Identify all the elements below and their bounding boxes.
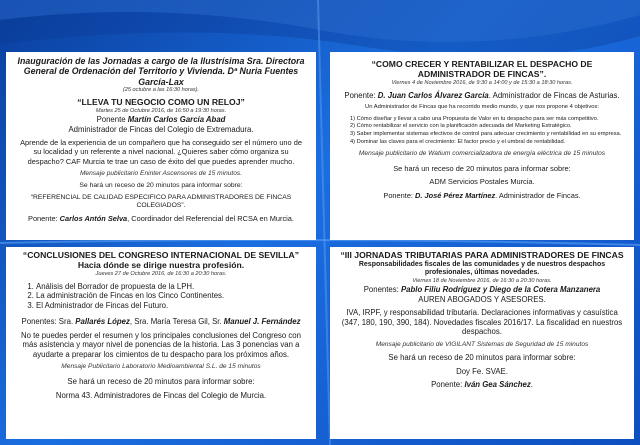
inauguration-heading: Inauguración de las Jornadas a cargo de la Ilustrísima Sra. Directora General de Ordenación del Territorio y Vivienda. Dª Nuria Fuentes García-Lax xyxy=(17,56,305,87)
session-panel-tributarias xyxy=(330,247,634,439)
objectives-intro: Un Administrador de Fincas que ha recorrido medio mundo, y que nos propone 4 objetivos: xyxy=(365,104,599,111)
break-topic: “REFERENCIAL DE CALIDAD ESPECIFICO PARA ADMINISTRADORES DE FINCAS COLEGIADOS”. xyxy=(30,194,292,210)
speaker-line xyxy=(340,91,624,101)
topic-speaker-line xyxy=(340,380,624,390)
list-item: 4) Dominar las claves para el crecimiento: El factor precio y el umbral de rentabilidad. xyxy=(350,138,566,145)
ponente-role: . Administrador de Fincas. xyxy=(495,190,581,200)
ponente-label: Ponente: xyxy=(28,214,60,224)
break-notice: Se hará un receso de 20 minutos para informar sobre: xyxy=(79,181,243,189)
list-item: 3) Saber implementar sistemas efectivos de control para adecuar crecimiento y rentabilidad en su empresa. xyxy=(350,130,622,137)
speaker-role: Administrador de Fincas del Colegio de Extremadura. xyxy=(68,124,254,134)
break-topic: Doy Fe. SVAE. xyxy=(456,366,508,376)
speaker-role: . Administrador de Fincas de Asturias. xyxy=(488,90,620,100)
ponente-label: Ponente: xyxy=(431,380,465,390)
ponente-name: D. José Pérez Martínez xyxy=(415,190,496,200)
ponente-name: Pallarés López xyxy=(75,316,130,326)
session-description: No te puedes perder el resumen y los principales conclusiones del Congreso con más asistencia y mayor nivel de ponencias de la historia. Las 3 ponencias van a ayudarte a preparar los cimientos de tu despacho para los próximos años. xyxy=(21,330,301,359)
speaker-prefix: Ponente xyxy=(96,115,128,125)
speakers-firm: AUREN ABOGADOS Y ASESORES. xyxy=(418,294,546,304)
ponente-name: Iván Gea Sánchez xyxy=(464,380,531,390)
session-panel-sevilla xyxy=(6,247,316,439)
ponentes-label: Ponentes: Sra. xyxy=(21,316,76,326)
ponentes-label: Ponentes: xyxy=(363,284,401,294)
break-notice: Se hará un receso de 20 minutos para informar sobre: xyxy=(388,352,576,362)
session-date: Martes 25 de Octubre 2016, de 16:50 a 19:30 horas. xyxy=(95,108,227,115)
session-date: Jueves 27 de Octubre 2016, de 16:30 a 20:30 horas. xyxy=(95,270,227,277)
topics-list xyxy=(16,282,306,311)
speaker-line xyxy=(16,115,306,125)
speakers-line xyxy=(16,317,306,327)
ponente-label: Ponente: xyxy=(383,190,416,200)
session-title: “CONCLUSIONES DEL CONGRESO INTERNACIONAL DE SEVILLA” Hacia dónde se dirige nuestra profesión. xyxy=(22,250,300,270)
session-title: “III JORNADAS TRIBUTARIAS PARA ADMINISTRADORES DE FINCAS xyxy=(340,250,624,260)
break-notice: Se hará un receso de 20 minutos para informar sobre: xyxy=(67,377,255,387)
speaker-name: D. Juan Carlos Álvarez García xyxy=(377,90,489,100)
session-panel-crecer xyxy=(330,52,634,240)
ponente-names: Pablo Filiu Rodríguez y Diego de la Cotera Manzanera xyxy=(400,284,601,294)
ponentes-mid: , Sra. María Teresa Gil, Sr. xyxy=(129,316,224,326)
session-date: Viernes 18 de Noviembre 2016, de 16:30 a 20:30 horas. xyxy=(412,277,552,284)
inauguration-time: (25 octubre a las 16:30 horas). xyxy=(122,87,200,94)
sponsor-message: Mensaje publicitario de Watium comercializadora de energía eléctrica de 15 minutos xyxy=(358,150,606,158)
break-notice: Se hará un receso de 20 minutos para informar sobre: xyxy=(393,164,571,174)
topic-speaker-line xyxy=(16,214,306,223)
speaker-prefix: Ponente: xyxy=(344,90,378,100)
objectives-list xyxy=(340,116,624,146)
sponsor-message: Mensaje Publicitario Laboratorio Medioambiental S.L. de 15 minutos xyxy=(61,363,261,371)
list-item: 2. La administración de Fincas en los Cinco Continentes. xyxy=(36,291,306,301)
list-item: 1. Análisis del Borrador de propuesta de la LPH. xyxy=(36,282,306,292)
ponente-role: , Coordinador del Referencial del RCSA en Murcia. xyxy=(127,214,294,224)
topic-speaker-line xyxy=(340,191,624,200)
speakers-line xyxy=(340,285,624,295)
sponsor-message: Mensaje publicitario de VIGILANT Sistemas de Seguridad de 15 minutos xyxy=(375,340,589,348)
list-item: 3. El Administrador de Fincas del Futuro. xyxy=(36,301,306,311)
session-title: “COMO CRECER Y RENTABILIZAR EL DESPACHO DE ADMINISTRADOR DE FINCAS”. xyxy=(371,59,593,79)
ponente-name: Carlos Antón Selva xyxy=(59,214,128,224)
ponente-name: Manuel J. Fernández xyxy=(223,316,301,326)
session-panel-inauguracion xyxy=(6,52,316,240)
break-topic: Norma 43. Administradores de Fincas del Colegio de Murcia. xyxy=(55,390,267,400)
session-subtitle: Responsabilidades fiscales de las comunidades y de nuestros despachos profesionales, últimas novedades. xyxy=(358,260,606,277)
list-item: 2) Cómo rentabilizar el servicio con la planificación adecuada del Marketing Estratégico. xyxy=(350,123,572,130)
session-title: “LLEVA TU NEGOCIO COMO UN RELOJ” xyxy=(77,97,245,108)
list-item: 1) Cómo diseñar y llevar a cabo una Propuesta de Valor en tu despacho para ser más competitivo. xyxy=(350,115,599,122)
session-description: Aprende de la experiencia de un compañero que ha conseguido ser el número uno de su localidad y un referente a nivel nacional. ¿Quieres saber cómo organiza su despacho? CAF Murcia te trae un caso de éxito del que puedes aprender mucho. xyxy=(20,138,302,166)
break-topic: ADM Servicios Postales Murcia. xyxy=(429,177,535,187)
session-date: Viernes 4 de Noviembre 2016, de 9:30 a 14:00 y de 15:30 a 18:30 horas. xyxy=(391,79,573,86)
sponsor-message: Mensaje publicitario Eninter Ascensores de 15 minutos. xyxy=(79,169,243,177)
speaker-name: Martín Carlos García Abad xyxy=(127,115,226,125)
ponente-end: . xyxy=(530,380,533,390)
session-description: IVA, IRPF, y responsabilidad tributaria. Declaraciones informativas y casuística (347, 180, 190, 390, 184). Novedades fiscales 2016/17. La fiscalidad en nuestros despachos. xyxy=(341,308,623,337)
